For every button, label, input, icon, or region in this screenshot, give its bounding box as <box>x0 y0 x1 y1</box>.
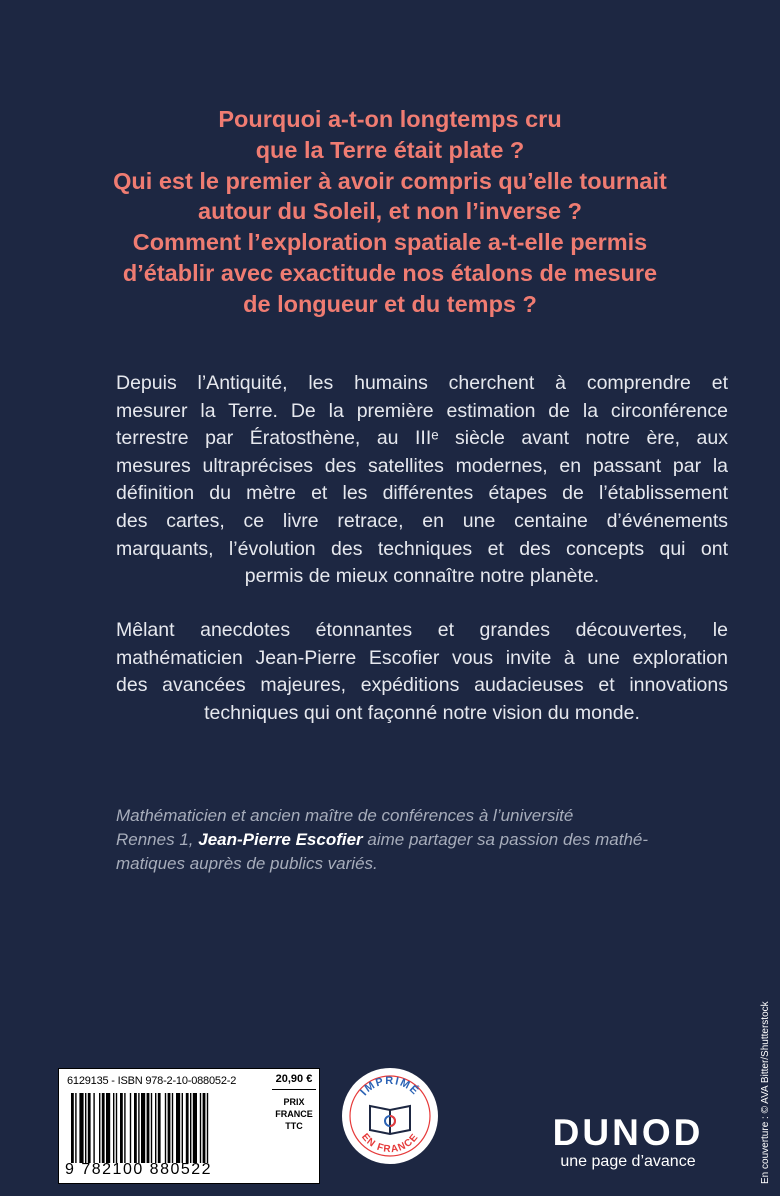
price-block <box>272 1073 316 1132</box>
barcode-bar <box>102 1093 105 1163</box>
price: 20,90 € <box>272 1073 316 1090</box>
barcode-bar <box>158 1093 161 1163</box>
barcode-bar <box>200 1093 201 1163</box>
author-name: Jean-Pierre Escofier <box>198 830 363 849</box>
bio-line: matiques auprès de publics variés. <box>116 854 378 873</box>
question-line: Comment l’exploration spatiale a-t-elle permis <box>132 229 648 256</box>
barcode-digits: 9 782100 880522 <box>65 1161 213 1178</box>
text-line: Depuis l’Antiquité, les humains cherchent à comprendre et <box>116 372 728 394</box>
barcode-bar <box>151 1093 152 1163</box>
description-paragraph-1 <box>116 370 728 591</box>
text-line: marquants, l’évolution des techniques et des concepts qui ont <box>116 537 728 560</box>
barcode-bar <box>141 1093 145 1163</box>
text-line: mathématicien Jean-Pierre Escofier vous invite à une exploration <box>116 646 728 669</box>
barcode-bar <box>85 1093 86 1163</box>
barcode-bar <box>193 1093 197 1163</box>
barcode-bar <box>79 1093 83 1163</box>
badge-top-text: IMPRIMÉ <box>358 1075 422 1099</box>
barcode-bar <box>134 1093 137 1163</box>
text-line: mesures ultraprécises des satellites modernes, en passant par la <box>116 454 728 477</box>
barcode-bar <box>106 1093 110 1163</box>
bio-line <box>116 828 702 852</box>
barcode-bar <box>186 1093 189 1163</box>
text-line: des cartes, ce livre retrace, en une centaine d’événements <box>116 509 728 532</box>
barcode-bar <box>168 1093 171 1163</box>
text-line: permis de mieux connaître notre planète. <box>244 565 600 588</box>
publisher-tagline: une page d’avance <box>560 1153 696 1170</box>
barcode-bar <box>203 1093 206 1163</box>
barcode-bar <box>176 1093 180 1163</box>
barcode-bar <box>93 1093 94 1163</box>
question-line: d’établir avec exactitude nos étalons de mesure <box>122 259 658 286</box>
barcode-bar <box>120 1093 123 1163</box>
price-note-line: PRIX <box>283 1097 305 1107</box>
question-line: que la Terre était plate ? <box>255 136 525 163</box>
author-bio <box>116 804 702 876</box>
barcode-bar <box>155 1093 156 1163</box>
barcode-bar <box>182 1093 183 1163</box>
barcode-bar <box>190 1093 191 1163</box>
publisher-logo <box>548 1114 708 1172</box>
barcode-bar <box>207 1093 208 1163</box>
price-note-line: FRANCE <box>275 1109 313 1119</box>
price-note-line: TTC <box>285 1121 303 1131</box>
barcode-bar <box>71 1093 74 1163</box>
text-line: Mêlant anecdotes étonnantes et grandes découvertes, le <box>116 619 728 641</box>
question-line: autour du Soleil, et non l’inverse ? <box>198 198 582 225</box>
isbn-text: 6129135 - ISBN 978-2-10-088052-2 <box>67 1075 237 1087</box>
barcode-bar <box>172 1093 173 1163</box>
cover-questions <box>60 104 720 320</box>
question-line: Pourquoi a-t-on longtemps cru <box>218 106 562 132</box>
text-line: des avancées majeures, expéditions audacieuses et innovations <box>116 674 728 697</box>
barcode-bar <box>130 1093 131 1163</box>
barcode-bar <box>116 1093 117 1163</box>
barcode-bar <box>138 1093 139 1163</box>
bio-text: Rennes 1, <box>116 830 199 849</box>
cover-credit: En couverture : © AVA Bitter/Shutterstock <box>760 1001 771 1184</box>
text-line: terrestre par Ératosthène, au IIIᵉ siècle avant notre ère, aux <box>116 427 728 450</box>
barcode-bar <box>124 1093 125 1163</box>
barcode-bar <box>88 1093 91 1163</box>
barcode-bar <box>75 1093 76 1163</box>
bio-text: aime partager sa passion des mathé- <box>362 830 649 849</box>
question-line: de longueur et du temps ? <box>243 290 537 317</box>
bio-line: Mathématicien et ancien maître de conférences à l’université <box>116 806 574 825</box>
barcode-bar <box>113 1093 114 1163</box>
barcode-label <box>58 1068 320 1184</box>
text-line: mesurer la Terre. De la première estimation de la circonférence <box>116 399 728 422</box>
barcode-bars <box>67 1093 267 1163</box>
question-line: Qui est le premier à avoir compris qu’elle tournait <box>113 167 667 194</box>
badge-bottom-text: EN FRANCE <box>359 1131 421 1156</box>
imprime-en-france-badge <box>340 1066 440 1166</box>
publisher-name: DUNOD <box>552 1112 704 1153</box>
description-paragraph-2 <box>116 617 728 727</box>
barcode-bar <box>147 1093 150 1163</box>
price-note <box>272 1096 316 1132</box>
text-line: techniques qui ont façonné notre vision du monde. <box>204 701 640 724</box>
barcode-bar <box>99 1093 100 1163</box>
text-line: définition du mètre et les différentes étapes de l’établissement <box>116 482 728 505</box>
barcode-bar <box>165 1093 166 1163</box>
